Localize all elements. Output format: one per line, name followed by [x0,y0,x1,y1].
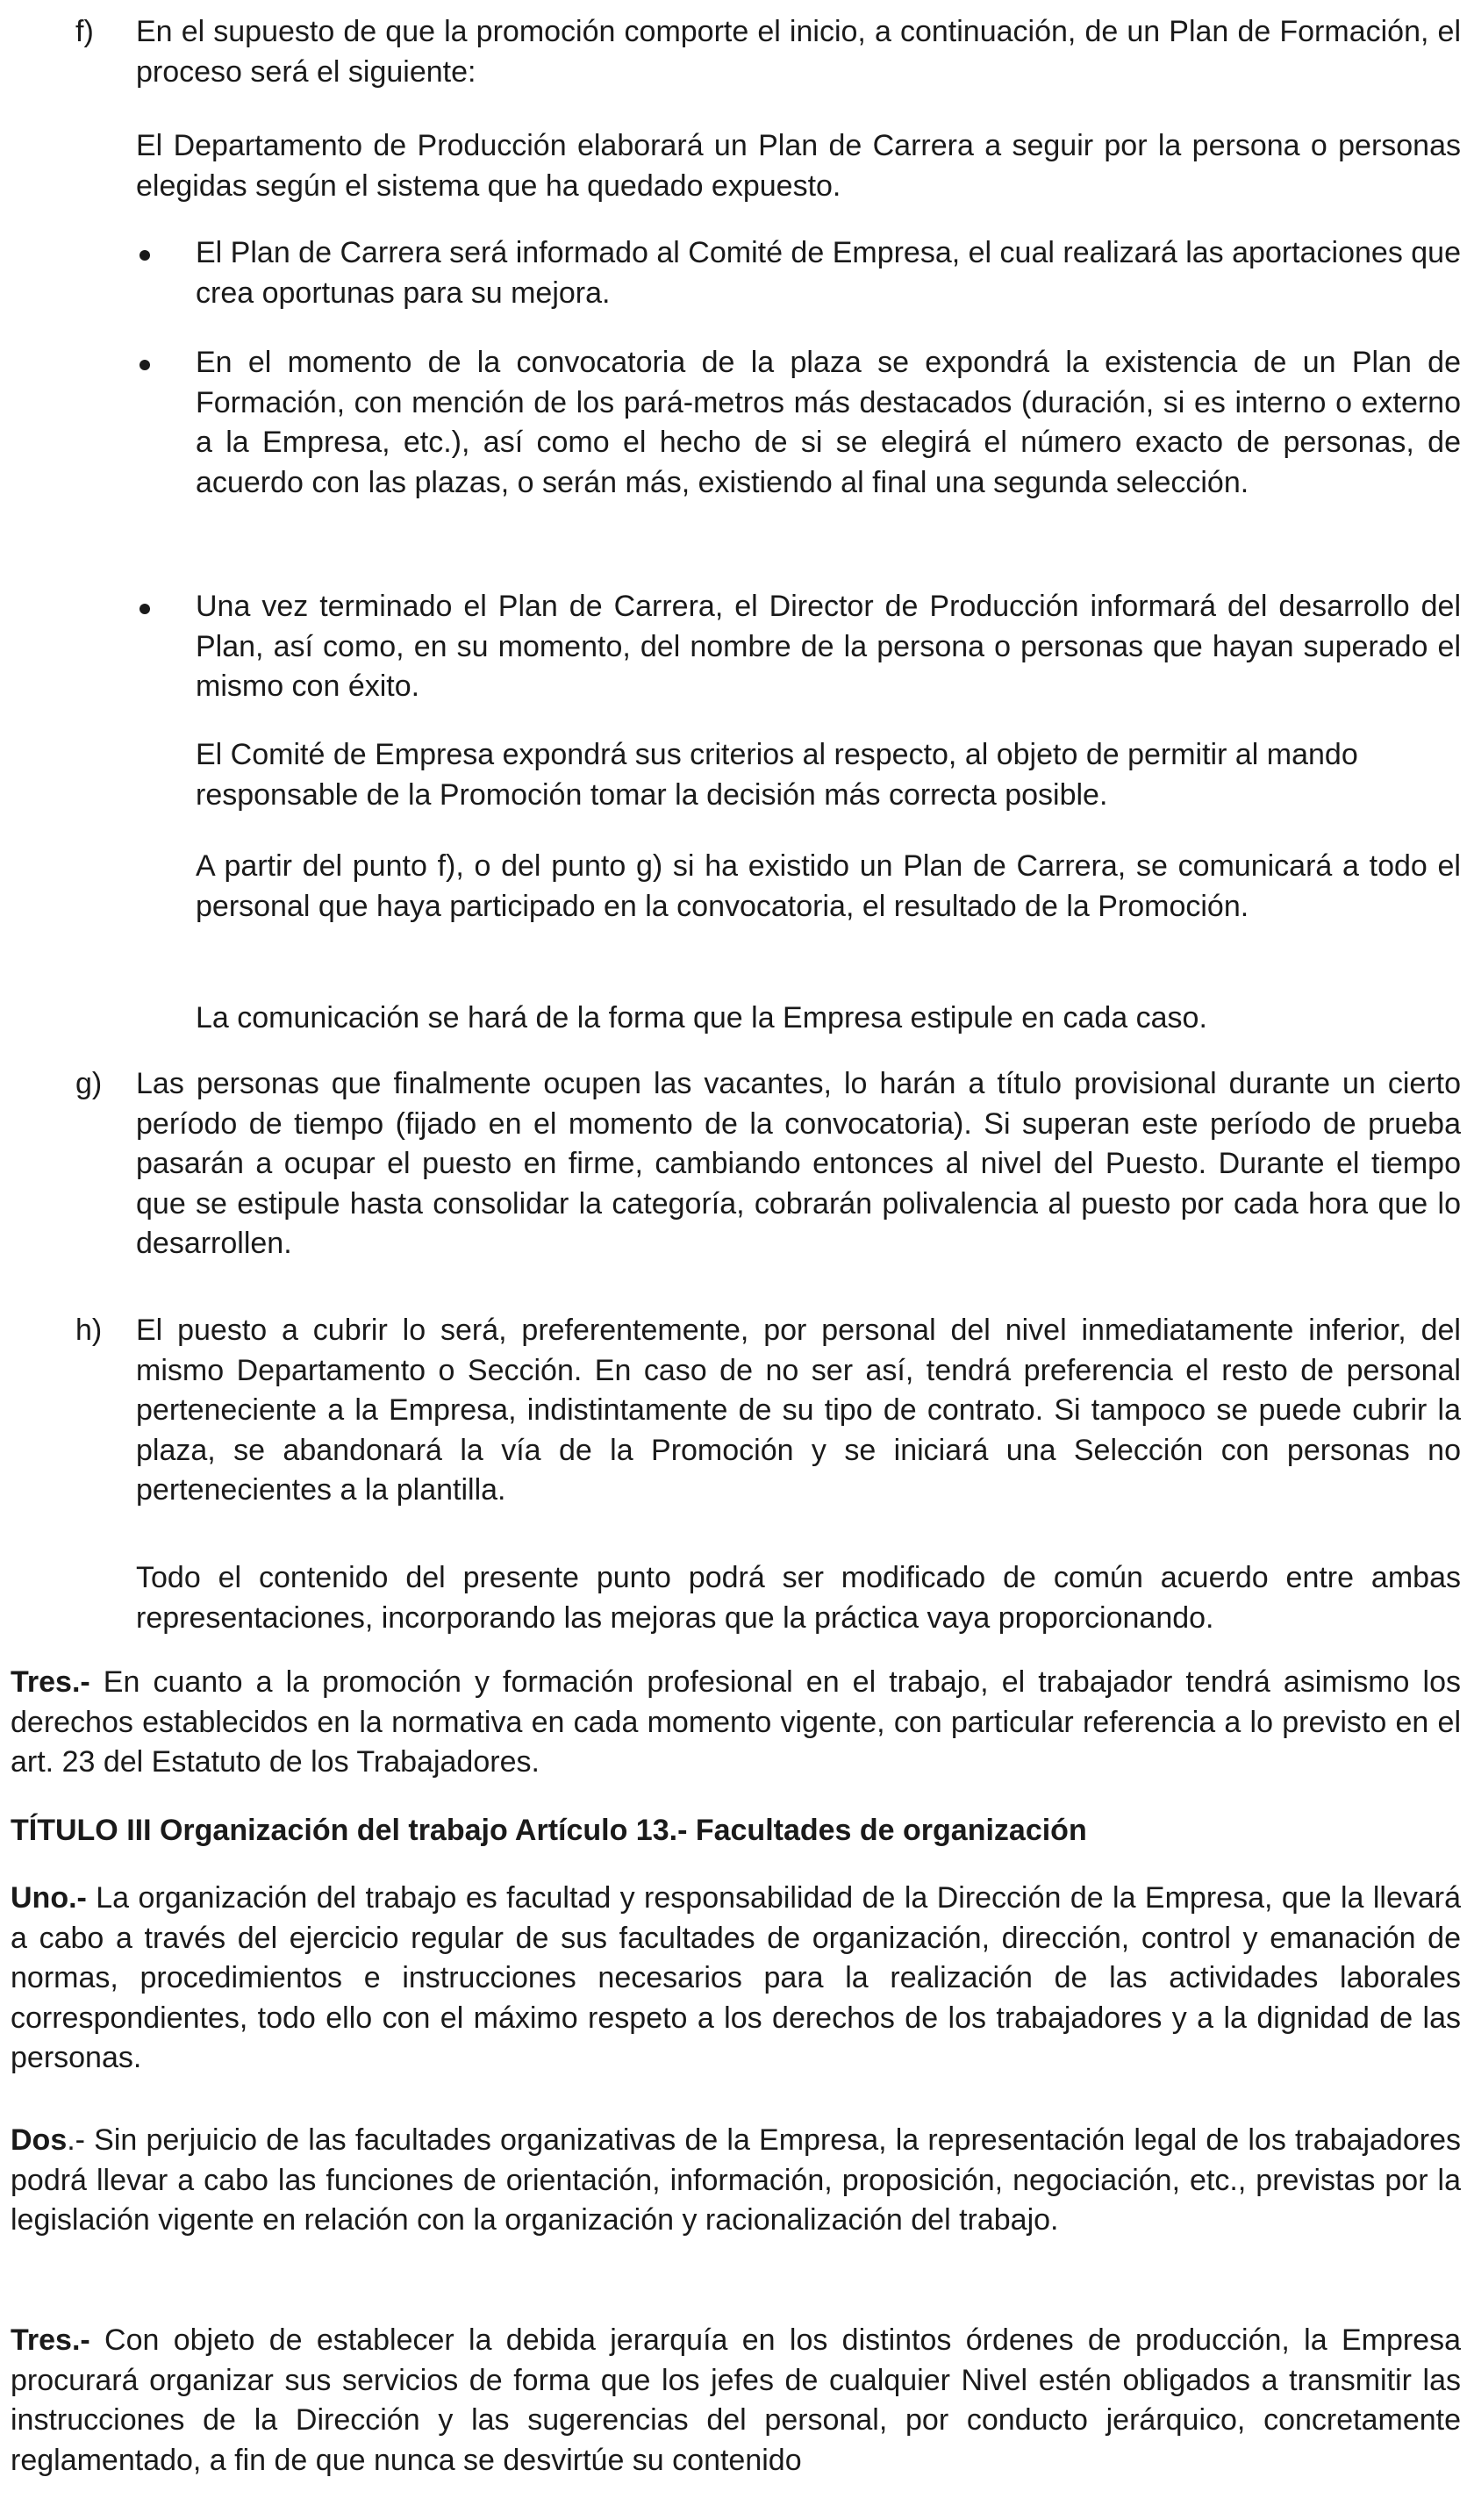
paragraph-lead: Uno.- [11,1881,87,1915]
item-h-label: h) [75,1314,103,1347]
paragraph-lead: Dos [11,2123,68,2157]
item-g-label: g) [75,1067,103,1100]
item-f-bullet-3: Una vez terminado el Plan de Carrera, el Director de Producción informará del desarrollo del Plan, así como, en su momento, del nombre de la persona o personas que hayan superado el mismo con éxito. [196,590,1461,704]
paragraph-lead: Tres.- [11,2323,90,2357]
item-f-note-1: El Comité de Empresa expondrá sus criterios al respecto, al objeto de permitir al mando responsable de la Promoción tomar la decisión más correcta posible. [196,738,1358,812]
paragraph-uno [11,1879,1461,2079]
bullet-dot [140,360,150,370]
bullet-dot [140,250,150,261]
item-f-note-2: A partir del punto f), o del punto g) si ha existido un Plan de Carrera, se comunicará a todo el personal que haya participado en la convocatoria, el resultado de la Promoción. [196,849,1461,923]
paragraph-tres-promocion [11,1663,1461,1783]
item-h-sub: Todo el contenido del presente punto podrá ser modificado de común acuerdo entre ambas representaciones, incorporando las mejoras que la práctica vaya proporcionando. [136,1561,1461,1635]
paragraph-text: La organización del trabajo es facultad y responsabilidad de la Dirección de la Empresa, que la llevará a cabo a través del ejercicio regular de sus facultades de organización, dirección, control y emanación de normas, procedimientos e instrucciones necesarios para la realización de las actividades laborales correspondientes, todo ello con el máximo respeto a los derechos de los trabajadores y a la dignidad de las personas. [11,1881,1461,2075]
bullet-dot [140,604,150,614]
paragraph-text: Con objeto de establecer la debida jerarquía en los distintos órdenes de producción, la Empresa procurará organizar sus servicios de forma que los jefes de cualquier Nivel estén obligados a transmitir las instrucciones de la Dirección y las sugerencias del personal, por conducto jerárquico, concretamente reglamentado, a fin de que nunca se desvirtúe su contenido [11,2323,1461,2477]
item-g-text: Las personas que finalmente ocupen las vacantes, lo harán a título provisional durante un cierto período de tiempo (fijado en el momento de la convocatoria). Si superan este período de prueba pasarán a ocupar el puesto en firme, cambiando entonces al nivel del Puesto. Durante el tiempo que se estipule hasta consolidar la categoría, cobrarán polivalencia al puesto por cada hora que lo desarrollen. [136,1067,1461,1261]
item-f-sub: El Departamento de Producción elaborará un Plan de Carrera a seguir por la persona o personas elegidas según el sistema que ha quedado expuesto. [136,129,1461,203]
item-h-text: El puesto a cubrir lo será, preferentemente, por personal del nivel inmediatamente inferior, del mismo Departamento o Sección. En caso de no ser así, tendrá preferencia el resto de personal perteneciente a la Empresa, indistintamente de su tipo de contrato. Si tampoco se puede cubrir la plaza, se abandonará la vía de la Promoción y se iniciará una Selección con personas no pertenecientes a la plantilla. [136,1314,1461,1507]
item-f-bullet-1: El Plan de Carrera será informado al Comité de Empresa, el cual realizará las aportaciones que crea oportunas para su mejora. [196,236,1461,310]
paragraph-lead: Tres.- [11,1665,90,1699]
section-heading: TÍTULO III Organización del trabajo Artículo 13.- Facultades de organización [11,1814,1087,1847]
paragraph-dos [11,2121,1461,2241]
item-f-label: f) [75,15,94,48]
paragraph-tres-jerarquia [11,2321,1461,2481]
item-f-note-3: La comunicación se hará de la forma que la Empresa estipule en cada caso. [196,1001,1207,1034]
item-f-text: En el supuesto de que la promoción comporte el inicio, a continuación, de un Plan de Formación, el proceso será el siguiente: [136,15,1461,89]
paragraph-text: En cuanto a la promoción y formación profesional en el trabajo, el trabajador tendrá asimismo los derechos establecidos en la normativa en cada momento vigente, con particular referencia a lo previsto en el art. 23 del Estatuto de los Trabajadores. [11,1665,1461,1779]
item-f-bullet-2: En el momento de la convocatoria de la plaza se expondrá la existencia de un Plan de Formación, con mención de los pará-metros más destacados (duración, si es interno o externo a la Empresa, etc.), así como el hecho de si se elegirá el número exacto de personas, de acuerdo con las plazas, o serán más, existiendo al final una segunda selección. [196,346,1461,499]
paragraph-text: .- Sin perjuicio de las facultades organizativas de la Empresa, la representación legal de los trabajadores podrá llevar a cabo las funciones de orientación, información, proposición, negociación, etc., previstas por la legislación vigente en relación con la organización y racionalización del trabajo. [11,2123,1461,2237]
